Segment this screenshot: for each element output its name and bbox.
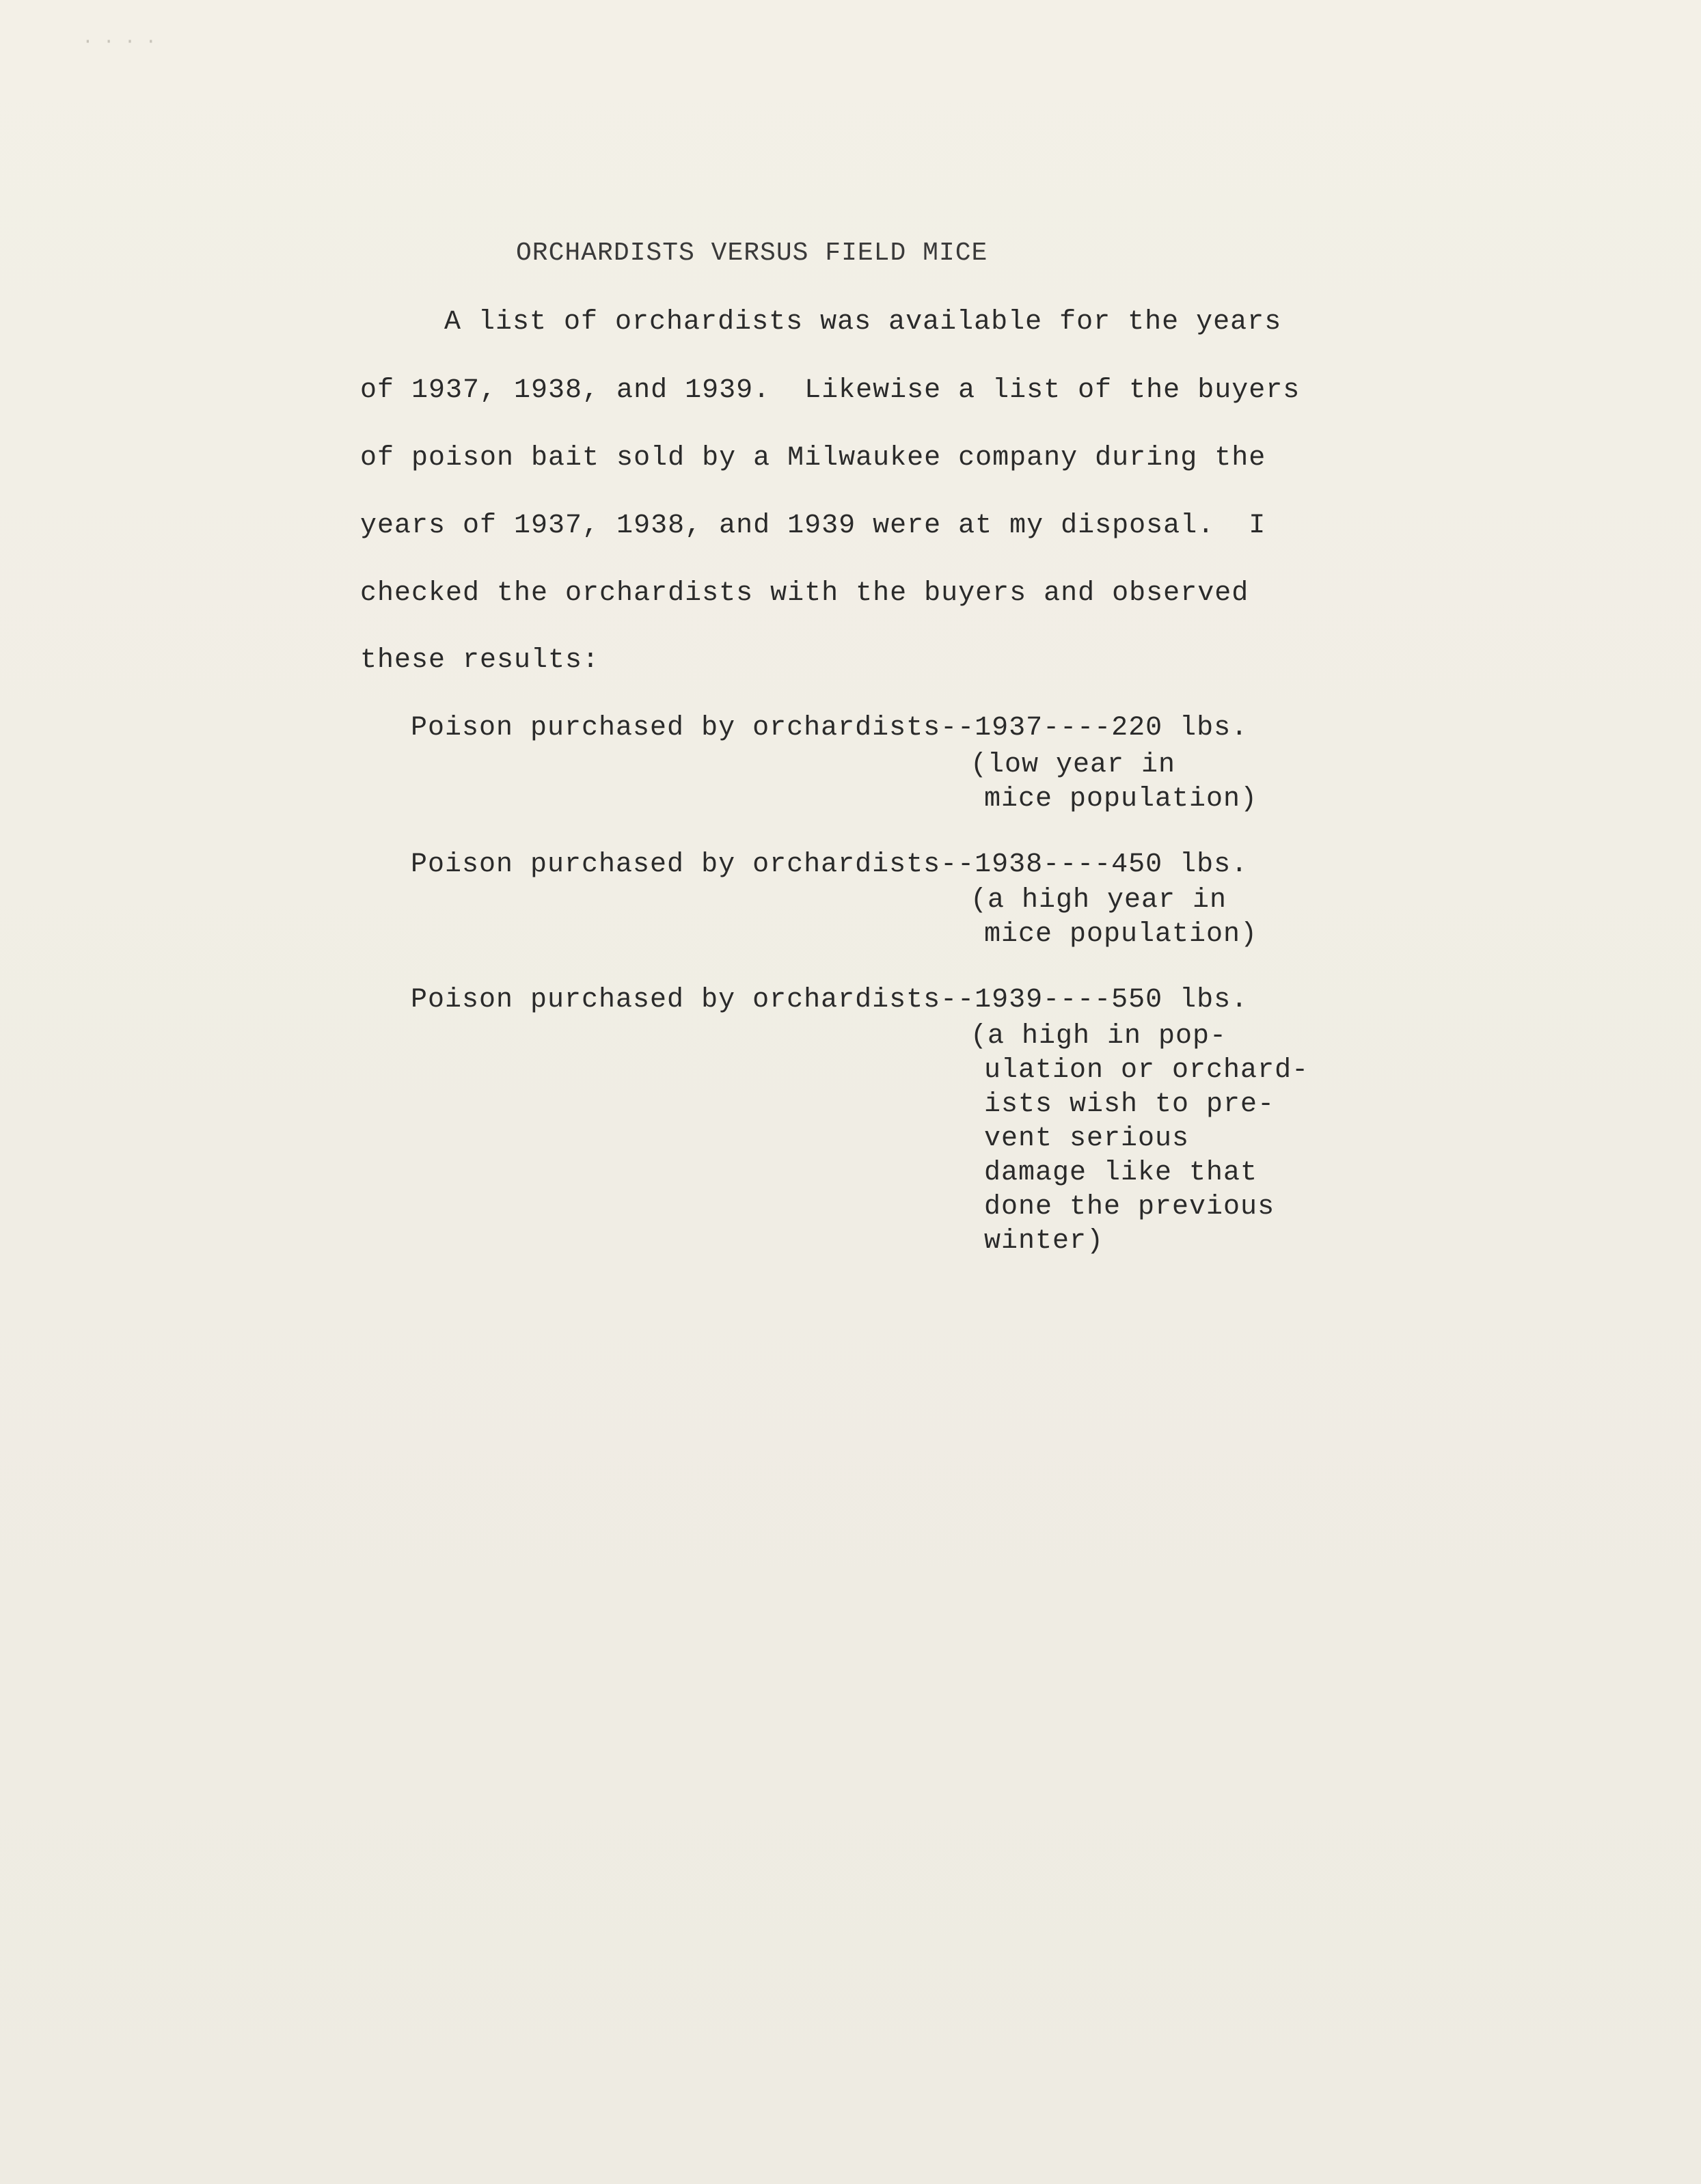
entry-1939-note-line-5: damage like that [984, 1158, 1258, 1188]
entry-1939-note-line-7: winter) [984, 1226, 1104, 1257]
paragraph-line-6: these results: [360, 645, 600, 676]
paragraph-line-4: years of 1937, 1938, and 1939 were at my disposal. I [360, 510, 1266, 541]
paragraph-line-5: checked the orchardists with the buyers and observed [360, 578, 1249, 609]
entry-1938-note-line-2: mice population) [984, 919, 1258, 950]
entry-1939-note-line-6: done the previous [984, 1192, 1275, 1223]
paragraph-line-1: A list of orchardists was available for the years [444, 307, 1282, 338]
entry-1937: Poison purchased by orchardists--1937----220 lbs. [411, 713, 1249, 743]
paper-specks: ···· [82, 31, 167, 53]
entry-1938: Poison purchased by orchardists--1938----450 lbs. [411, 849, 1249, 880]
entry-1939-note-line-2: ulation or orchard- [984, 1055, 1309, 1086]
entry-1939-note-line-1: (a high in pop- [970, 1021, 1227, 1052]
entry-1937-note-line-1: (low year in [970, 750, 1176, 780]
paragraph-line-2: of 1937, 1938, and 1939. Likewise a list of the buyers [360, 375, 1301, 406]
entry-1939: Poison purchased by orchardists--1939----550 lbs. [411, 985, 1249, 1015]
entry-1938-note-line-1: (a high year in [970, 885, 1227, 916]
entry-1937-note-line-2: mice population) [984, 784, 1258, 815]
entry-1939-note-line-3: ists wish to pre- [984, 1089, 1275, 1120]
paragraph-line-3: of poison bait sold by a Milwaukee company during the [360, 443, 1266, 474]
page-title: ORCHARDISTS VERSUS FIELD MICE [516, 238, 988, 268]
entry-1939-note-line-4: vent serious [984, 1123, 1190, 1154]
